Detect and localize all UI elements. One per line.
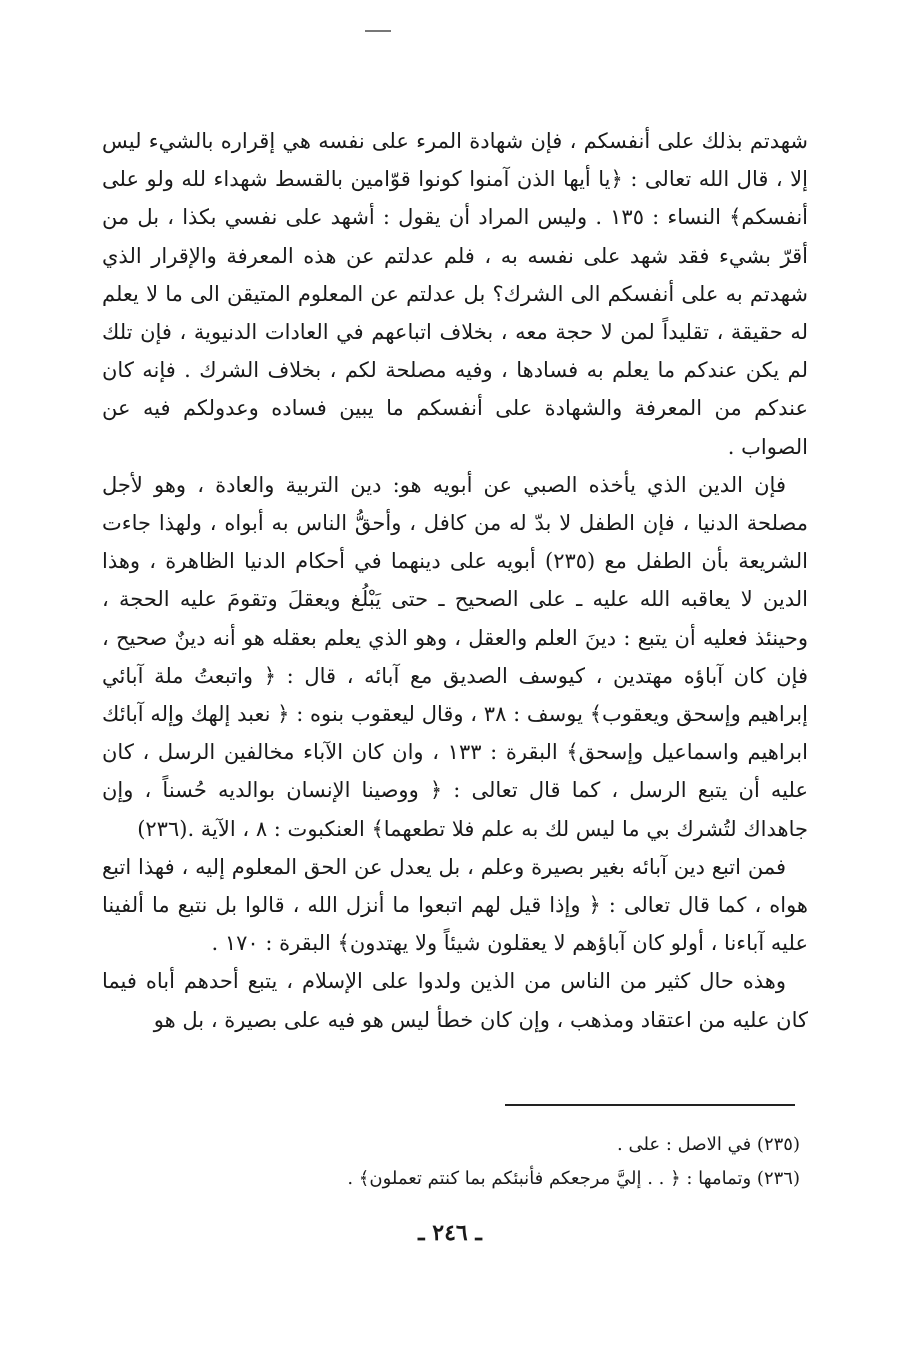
paragraph-3: فمن اتبع دين آبائه بغير بصيرة وعلم ، بل يعدل عن الحق المعلوم إليه ، فهذا اتبع هواه ، كما قال تعالى : ﴿ وإذا قيل لهم اتبعوا ما أنزل الله ، قالوا بل نتبع ما ألفينا عليه آباءنا ، أولو كان آباؤهم لا يعقلون شيئاً ولا يهتدون﴾ البقرة : ١٧٠ . <box>102 854 808 956</box>
page-number: ـ ٢٤٦ ـ <box>418 1220 482 1246</box>
paragraph-4: وهذه حال كثير من الناس من الذين ولدوا على الإسلام ، يتبع أحدهم أباه فيما كان عليه من اعتقاد ومذهب ، وإن كان خطأ ليس هو فيه على بصيرة ، بل هو <box>102 969 808 1032</box>
footnotes <box>300 1128 800 1196</box>
footnote-236: (٢٣٦) وتمامها : ﴿ . . إليَّ مرجعكم فأنبئكم بما كنتم تعملون﴾ . <box>347 1168 800 1189</box>
main-text <box>102 122 808 1039</box>
footnote-divider <box>505 1104 795 1106</box>
paragraph-2: فإن الدين الذي يأخذه الصبي عن أبويه هو: دين التربية والعادة ، وهو لأجل مصلحة الدنيا ، فإن الطفل لا بدّ له من كافل ، وأحقُّ الناس به أبواه ، ولهذا جاءت الشريعة بأن الطفل مع (٢٣٥) أبويه على دينهما في أحكام الدنيا الظاهرة ، وهذا الدين لا يعاقبه الله عليه ـ على الصحيح ـ حتى يَبْلُغ ويعقلَ وتقومَ عليه الحجة ، وحينئذ فعليه أن يتبع : دينَ العلم والعقل ، وهو الذي يعلم بعقله هو أنه دينٌ صحيح ، فإن كان آباؤه مهتدين ، كيوسف الصديق مع آبائه ، قال : ﴿ واتبعتُ ملة آبائي إبراهيم وإسحق ويعقوب﴾ يوسف : ٣٨ ، وقال ليعقوب بنوه : ﴿ نعبد إلهك وإله آبائك ابراهيم واسماعيل وإسحق﴾ البقرة : ١٣٣ ، وان كان الآباء مخالفين الرسل ، كان عليه أن يتبع الرسل ، كما قال تعالى : ﴿ ووصينا الإنسان بوالديه حُسناً ، وإن جاهداك لتُشرك بي ما ليس لك به علم فلا تطعهما﴾ العنكبوت : ٨ ، الآية .(٢٣٦) <box>102 472 809 841</box>
footnote-235: (٢٣٥) في الاصل : على . <box>617 1134 800 1155</box>
paragraph-1: شهدتم بذلك على أنفسكم ، فإن شهادة المرء على نفسه هي إقراره بالشيء ليس إلا ، قال الله تعالى : ﴿يا أيها الذن آمنوا كونوا قوّامين بالقسط شهداء لله ولو على أنفسكم﴾ النساء : ١٣٥ . وليس المراد أن يقول : أشهد على نفسي بكذا ، بل من أقرّ بشيء فقد شهد على نفسه به ، فلم عدلتم عن هذه المعرفة والإقرار الذي شهدتم به على أنفسكم الى الشرك؟ بل عدلتم عن المعلوم المتيقن الى ما لا يعلم له حقيقة ، تقليداً لمن لا حجة معه ، بخلاف اتباعهم في العادات الدنيوية ، فإن تلك لم يكن عندكم ما يعلم به فسادها ، وفيه مصلحة لكم ، بخلاف الشرك . فإنه كان عندكم من المعرفة والشهادة على أنفسكم ما يبين فساده وعدولكم فيه عن الصواب . <box>102 129 809 459</box>
top-scan-mark <box>365 30 391 32</box>
